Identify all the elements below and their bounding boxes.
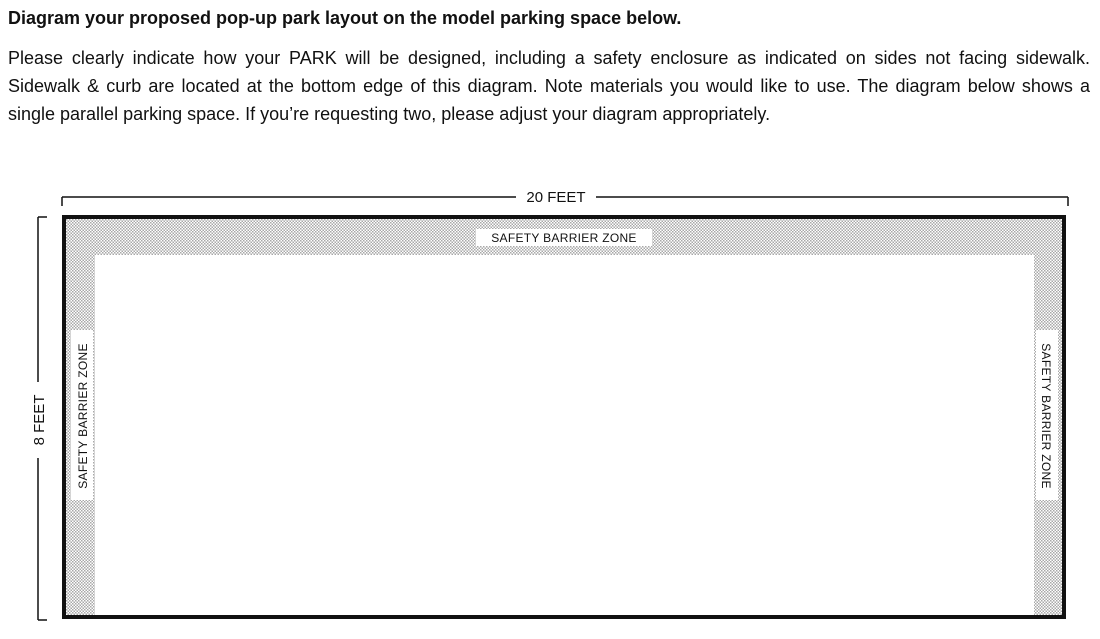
instructions-paragraph: Please clearly indicate how your PARK will be designed, including a safety enclosure as indicated on sides not facing sidewalk. Sidewalk & curb are located at the bottom edge of this diagram. Note materials you would like to use. The diagram below shows a single parallel parking space. If you’re requesting two, please adjust your diagram appropriately. [8, 48, 1090, 124]
page-heading: Diagram your proposed pop-up park layout on the model parking space below. [8, 8, 682, 28]
safety-barrier-zone-top-label: SAFETY BARRIER ZONE [491, 231, 637, 245]
height-dimension [28, 217, 48, 620]
height-dimension-label: 8 FEET [31, 394, 48, 446]
width-dimension [62, 187, 1068, 207]
width-dimension-label: 20 FEET [526, 189, 586, 206]
safety-barrier-zone-left-label: SAFETY BARRIER ZONE [76, 343, 90, 489]
parking-space [64, 217, 1064, 617]
parking-space-interior [64, 217, 1064, 617]
safety-barrier-zone-right-label: SAFETY BARRIER ZONE [1039, 343, 1053, 489]
